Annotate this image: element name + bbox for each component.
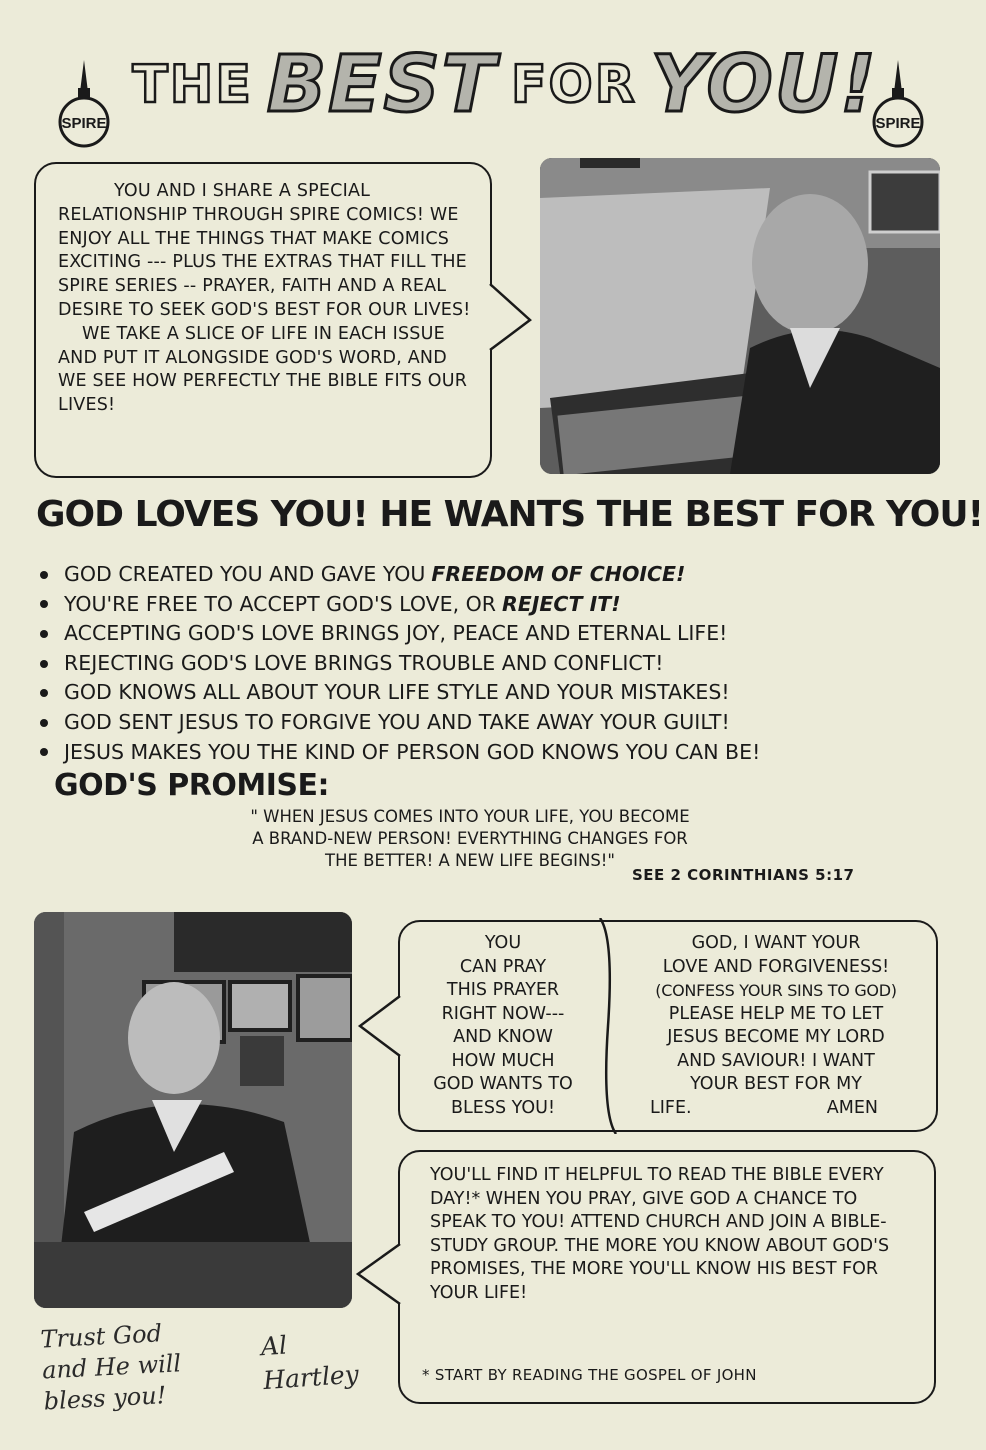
list-item: [40, 649, 940, 679]
handwritten-line: and He will: [41, 1349, 182, 1385]
bullet-dot: [40, 600, 48, 608]
list-item: [40, 560, 940, 590]
prayer-invitation-line: CAN PRAY: [459, 956, 547, 977]
bullet-dot: [40, 748, 48, 756]
prayer-last-word: LIFE.: [650, 1097, 692, 1118]
spire-logo-text: SPIRE: [61, 115, 107, 132]
bullet-text: JESUS MAKES YOU THE KIND OF PERSON GOD KNOWS YOU CAN BE!: [64, 739, 761, 764]
bullet-text: YOU'RE FREE TO ACCEPT GOD'S LOVE, OR: [64, 591, 496, 616]
spire-logo-text: SPIRE: [875, 115, 921, 132]
intro-speech-bubble: [34, 162, 492, 478]
bullet-text: GOD SENT JESUS TO FORGIVE YOU AND TAKE AWAY YOUR GUILT!: [64, 709, 730, 734]
prayer-invitation-line: AND KNOW: [453, 1027, 553, 1047]
prayer-line: GOD, I WANT YOUR: [691, 933, 861, 953]
prayer-line: AND SAVIOUR! I WANT: [677, 1050, 875, 1071]
bullet-dot: [40, 689, 48, 697]
list-item: [40, 619, 940, 649]
advice-text: YOU'LL FIND IT HELPFUL TO READ THE BIBLE EVERY DAY!* WHEN YOU PRAY, GIVE GOD A CHANCE TO SPEAK TO YOU! ATTEND CHURCH AND JOIN A BIBLE-STUDY GROUP. THE MORE YOU KNOW ABOUT GOD'S PROMISES, THE MORE YOU'LL KNOW HIS BEST FOR YOUR LIFE!: [430, 1165, 890, 1303]
prayer-invitation-line: HOW MUCH: [451, 1050, 555, 1071]
prayer-speech-bubble: [398, 920, 938, 1132]
list-item: [40, 590, 940, 620]
bullet-text: GOD KNOWS ALL ABOUT YOUR LIFE STYLE AND YOUR MISTAKES!: [64, 680, 730, 705]
bullet-text: REJECTING GOD'S LOVE BRINGS TROUBLE AND CONFLICT!: [64, 650, 664, 675]
bullet-dot: [40, 719, 48, 727]
prayer-line: PLEASE HELP ME TO LET: [668, 1003, 884, 1024]
prayer-bubble-divider: [598, 918, 618, 1134]
bullet-emphasis: FREEDOM OF CHOICE!: [431, 562, 686, 586]
prayer-invitation-line: GOD WANTS TO: [433, 1074, 573, 1094]
title-the: THE: [132, 55, 253, 115]
prayer-text: [618, 932, 934, 1120]
artist-photo-bottom: [34, 912, 352, 1308]
quote-line: A BRAND-NEW PERSON! EVERYTHING CHANGES FOR: [252, 829, 688, 848]
list-item: [40, 678, 940, 708]
prayer-invitation-line: YOU: [484, 933, 522, 953]
intro-paragraph-2: WE TAKE A SLICE OF LIFE IN EACH ISSUE AND PUT IT ALONGSIDE GOD'S WORD, AND WE SEE HOW PERFECTLY THE BIBLE FITS OUR LIVES!: [58, 323, 468, 416]
advice-bubble-tail: [354, 1240, 402, 1310]
prayer-line: LOVE AND FORGIVENESS!: [662, 956, 890, 977]
prayer-line: JESUS BECOME MY LORD: [667, 1027, 885, 1047]
bullet-text: ACCEPTING GOD'S LOVE BRINGS JOY, PEACE AND ETERNAL LIFE!: [64, 621, 728, 646]
main-heading: GOD LOVES YOU! HE WANTS THE BEST FOR YOU!: [36, 494, 984, 535]
advice-footnote: * START BY READING THE GOSPEL OF JOHN: [422, 1366, 757, 1384]
message-bullet-list: [40, 560, 940, 767]
prayer-amen: AMEN: [826, 1097, 878, 1118]
signature-line: Hartley: [262, 1359, 360, 1396]
handwritten-message: [40, 1312, 295, 1418]
spire-logo-left: [44, 58, 124, 148]
advice-speech-bubble: [398, 1150, 936, 1404]
prayer-line: (CONFESS YOUR SINS TO GOD): [655, 981, 897, 1000]
promise-quote: [140, 806, 800, 872]
artist-photo-top: [540, 158, 940, 474]
promise-title: GOD'S PROMISE:: [54, 768, 329, 803]
title-best: BEST: [266, 40, 497, 130]
list-item: [40, 738, 940, 768]
handwritten-signature: [260, 1322, 384, 1398]
prayer-bubble-tail: [356, 992, 402, 1062]
prayer-invitation-line: THIS PRAYER: [446, 980, 560, 1000]
prayer-invitation-line: BLESS YOU!: [451, 1097, 555, 1118]
intro-paragraph-1: YOU AND I SHARE A SPECIAL RELATIONSHIP THROUGH SPIRE COMICS! WE ENJOY ALL THE THINGS THAT MAKE COMICS EXCITING --- PLUS THE EXTRAS THAT FILL THE SPIRE SERIES -- PRAYER, FAITH AND A REAL DESIRE TO SEEK GOD'S BEST FOR OUR LIVES!: [58, 181, 471, 320]
prayer-invitation: [412, 932, 594, 1120]
scripture-reference: SEE 2 CORINTHIANS 5:17: [632, 866, 855, 884]
page-title: [132, 40, 878, 130]
quote-line: THE BETTER! A NEW LIFE BEGINS!": [324, 851, 615, 870]
prayer-invitation-line: RIGHT NOW---: [441, 1003, 565, 1024]
handwritten-line: bless you!: [43, 1381, 167, 1416]
title-for: FOR: [510, 55, 637, 115]
title-you: YOU!: [650, 40, 878, 130]
bullet-emphasis: REJECT IT!: [502, 591, 621, 616]
bullet-text: GOD CREATED YOU AND GAVE YOU: [64, 562, 426, 586]
list-item: [40, 708, 940, 738]
bullet-dot: [40, 571, 48, 579]
handwritten-line: Trust God: [39, 1319, 163, 1354]
quote-line: " WHEN JESUS COMES INTO YOUR LIFE, YOU BECOME: [250, 807, 690, 826]
intro-bubble-tail: [488, 280, 538, 360]
signature-line: Al: [259, 1330, 288, 1362]
prayer-closing: [618, 1097, 934, 1121]
bullet-dot: [40, 660, 48, 668]
prayer-line: YOUR BEST FOR MY: [690, 1074, 862, 1094]
bullet-dot: [40, 630, 48, 638]
